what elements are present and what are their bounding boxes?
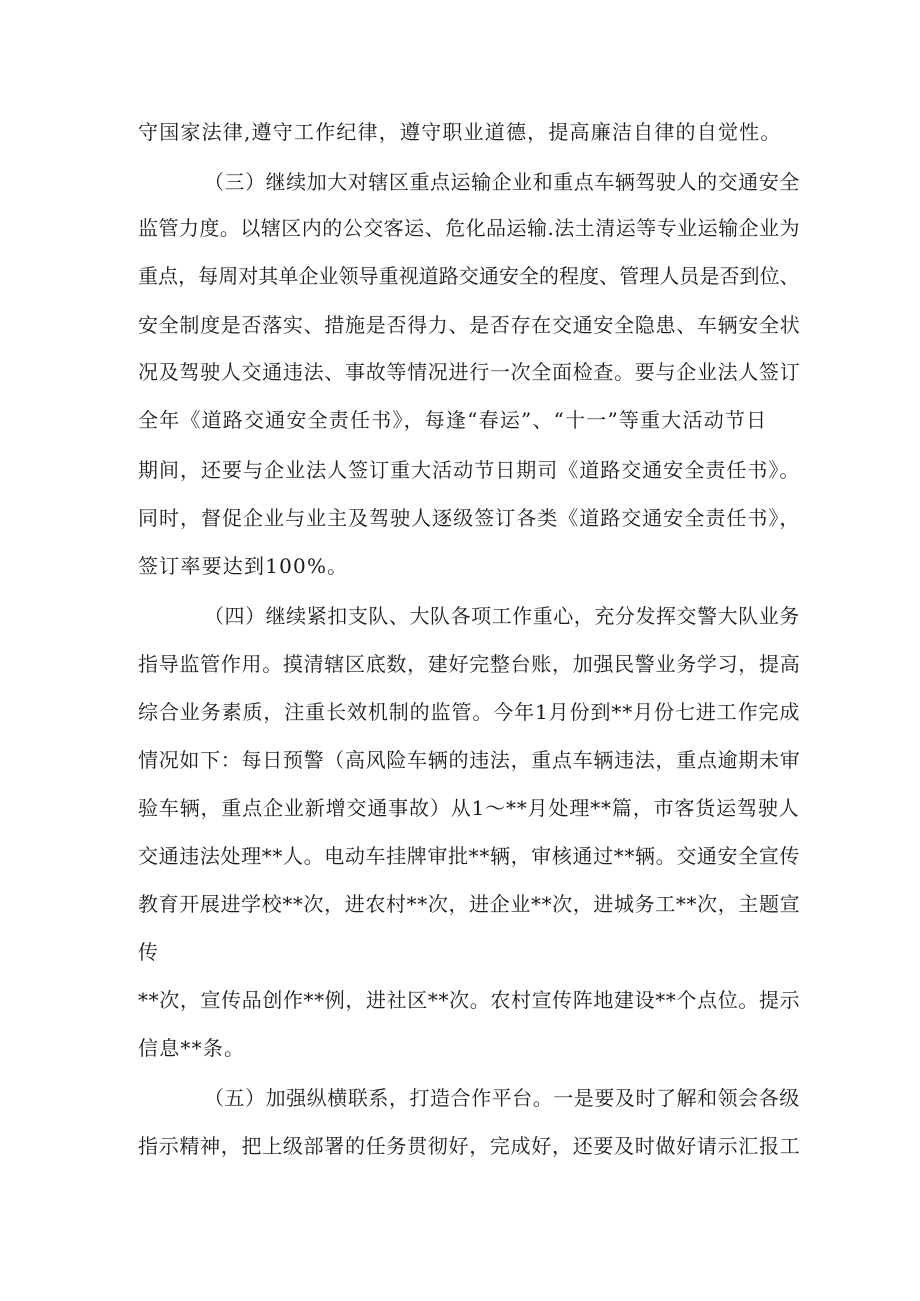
text-line: 验车辆，重点企业新增交通事故）从1～**月处理**篇，市客货运驾驶人: [138, 796, 800, 820]
text-line: （四）继续紧扣支队、大队各项工作重心，充分发挥交警大队业务: [204, 604, 800, 628]
text-line: 传: [138, 940, 160, 964]
text-line: （三）继续加大对辖区重点运输企业和重点车辆驾驶人的交通安全: [204, 170, 800, 194]
text-line: 重点，每周对其单企业领导重视道路交通安全的程度、管理人员是否到位、: [138, 264, 800, 288]
text-line: 况及驾驶人交通违法、事故等情况进行一次全面检查。要与企业法人签订: [138, 360, 801, 384]
text-line: **次，宣传品创作**例，进社区**次。农村宣传阵地建设**个点位。提示: [138, 988, 801, 1012]
text-line: 情况如下：每日预警（高风险车辆的违法，重点车辆违法，重点逾期未审: [138, 748, 801, 772]
text-line: 全年《道路交通安全责任书》，每逢“春运”、“十一”等重大活动节日: [138, 408, 768, 432]
text-line: 指导监管作用。摸清辖区底数，建好完整台账，加强民警业务学习，提高: [138, 652, 801, 676]
text-line: 监管力度。以辖区内的公交客运、危化品运输.法土清运等专业运输企业为: [138, 216, 800, 240]
text-line: （五）加强纵横联系，打造合作平台。一是要及时了解和领会各级: [204, 1086, 800, 1110]
text-line: 期间，还要与企业法人签订重大活动节日期司《道路交通安全责任书》。: [138, 458, 801, 482]
text-line: 信息**条。: [138, 1036, 246, 1060]
text-line: 综合业务素质，注重长效机制的监管。今年1月份到**月份七进工作完成: [138, 700, 801, 724]
text-line: 同时，督促企业与业主及驾驶人逐级签订各类《道路交通安全责任书》，: [138, 506, 801, 530]
text-line: 安全制度是否落实、措施是否得力、是否存在交通安全隐患、车辆安全状: [138, 313, 801, 337]
text-line: 交通违法处理**人。电动车挂牌审批**辆，审核通过**辆。交通安全宣传: [138, 844, 800, 868]
text-line: 教育开展进学校**次，进农村**次，进企业**次，进城务工**次，主题宣: [138, 892, 801, 916]
text-line: 守国家法律,遵守工作纪律，遵守职业道德，提高廉洁自律的自觉性。: [138, 120, 782, 144]
text-line: 指示精神，把上级部署的任务贯彻好，完成好，还要及时做好请示汇报工: [138, 1134, 801, 1158]
text-line: 签订率要达到100%。: [138, 554, 349, 578]
